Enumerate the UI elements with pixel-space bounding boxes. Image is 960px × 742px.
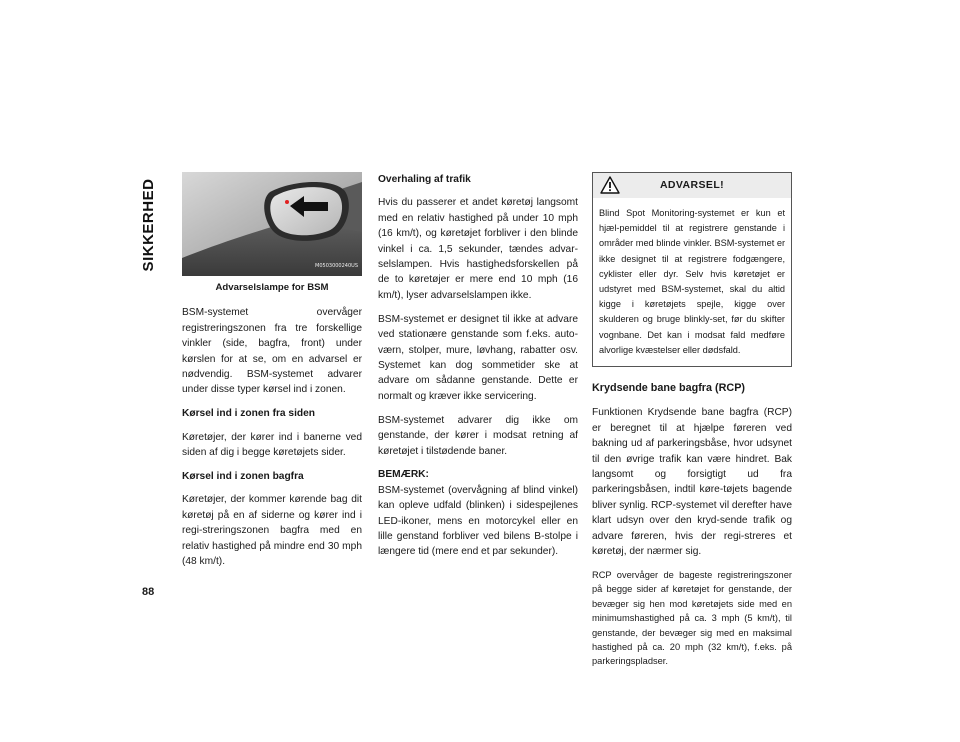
note-label: BEMÆRK: [378, 469, 429, 481]
rcp-paragraph: Funktionen Krydsende bane bagfra (RCP) er beregnet til at hjælpe føreren ved bakning ud af parkeringsbåse, hvor udsynet til den øvrige trafik kan være hindret. Bak langsomt og forsigtigt ud fra parkeringsbåsen, indtil køre-tøjets bagende bliver synlig. RCP-systemet vil derefter have klart udsyn over den kryd-sende trafik og advare føreren, hvis der regi-streres et køretøj, der nærmer sig. [592, 407, 792, 558]
figure-code: M0503000240US [315, 262, 358, 269]
design-paragraph: BSM-systemet er designet til ikke at advare ved stationære genstande som f.eks. auto-værn, stolper, mure, løvhang, rabatter osv. Systemet kan dog sommetider ske at advare om sådanne genstande. Dette er normalt og kræver ikke servicering. [378, 313, 578, 402]
rear-entry-paragraph: Køretøjer, der kommer kørende bag dit køretøj på en af siderne og kører ind i regi-streringszonen bagfra med en relativ hastighed på mindre end 30 mph (48 km/t). [182, 494, 362, 568]
heading-side-entry: Kørsel ind i zonen fra siden [182, 408, 316, 420]
overtaking-paragraph: Hvis du passerer et andet køretøj langsomt med en relativ hastighed på under 10 mph (16 km/t), og køretøjet forbliver i den blinde vinkel i ca. 1,5 sekunder, tændes advar-selslampen. Hvis hastighedsforskellen på de to køretøjer er mere end 10 mph (16 km/t), lyser advarselslampen ikke. [378, 197, 578, 301]
side-entry-paragraph: Køretøjer, der kører ind i banerne ved siden af dig i begge køretøjets sider. [182, 431, 362, 459]
warning-triangle-icon [600, 176, 620, 194]
warning-title: ADVARSEL! [659, 179, 725, 191]
rcp-zones-paragraph: RCP overvåger de bageste registreringszoner på begge sider af køretøjet for genstande, der bevæger sig hen mod køretøjets side med en minimumshastighed på ca. 3 mph (5 km/t), til genstande, der bevæger sig med en maksimal hastighed på ca. 20 mph (32 km/t), f.eks. på parkeringspladser. [592, 570, 792, 667]
warning-box [592, 172, 792, 367]
column-2 [378, 172, 578, 568]
column-3 [592, 172, 792, 677]
warning-header [593, 173, 791, 198]
heading-rear-entry: Kørsel ind i zonen bagfra [182, 471, 304, 483]
section-tab-label: SIKKERHED [140, 178, 157, 272]
page-number: 88 [142, 586, 155, 598]
note-text: BSM-systemet (overvågning af blind vinkel) kan opleve udfald (blinken) i sidespejlenes LED-ikoner, mens en motorcykel eller en lille genstand forbliver ved bilens B-stolpe i længere tid (mere end et par sekunder). [378, 484, 578, 558]
heading-rcp: Krydsende bane bagfra (RCP) [592, 382, 745, 395]
column-1 [182, 172, 362, 578]
note-block [378, 467, 578, 559]
figure-caption: Advarselslampe for BSM [215, 282, 329, 293]
section-tab [138, 170, 160, 280]
opposite-direction-paragraph: BSM-systemet advarer dig ikke om genstande, der kører i modsat retning af køretøjet i tilstødende baner. [378, 414, 578, 457]
mirror-figure [182, 172, 362, 276]
intro-paragraph: BSM-systemet overvåger registreringszonen fra tre forskellige vinkler (side, bagfra, front) under kørslen for at se, om en advarsel er nødvendig. BSM-systemet advarer under disse typer kørsel ind i zonen. [182, 307, 362, 396]
heading-overtaking: Overhaling af trafik [378, 174, 471, 185]
warning-text: Blind Spot Monitoring-systemet er kun et hjæl-pemiddel til at registrere genstande i områder med blinde vinkler. BSM-systemet er ikke designet til at registrere fodgængere, cyklister eller dyr. Selv hvis køretøjet er udstyret med BSM-systemet, skal du altid kigge i køretøjets spejle, kigge over skulderen og bruge blinkly-set, før du skifter vognbane. Det kan i modsat fald medføre alvorlige kvæstelser eller dødsfald. [599, 208, 785, 355]
